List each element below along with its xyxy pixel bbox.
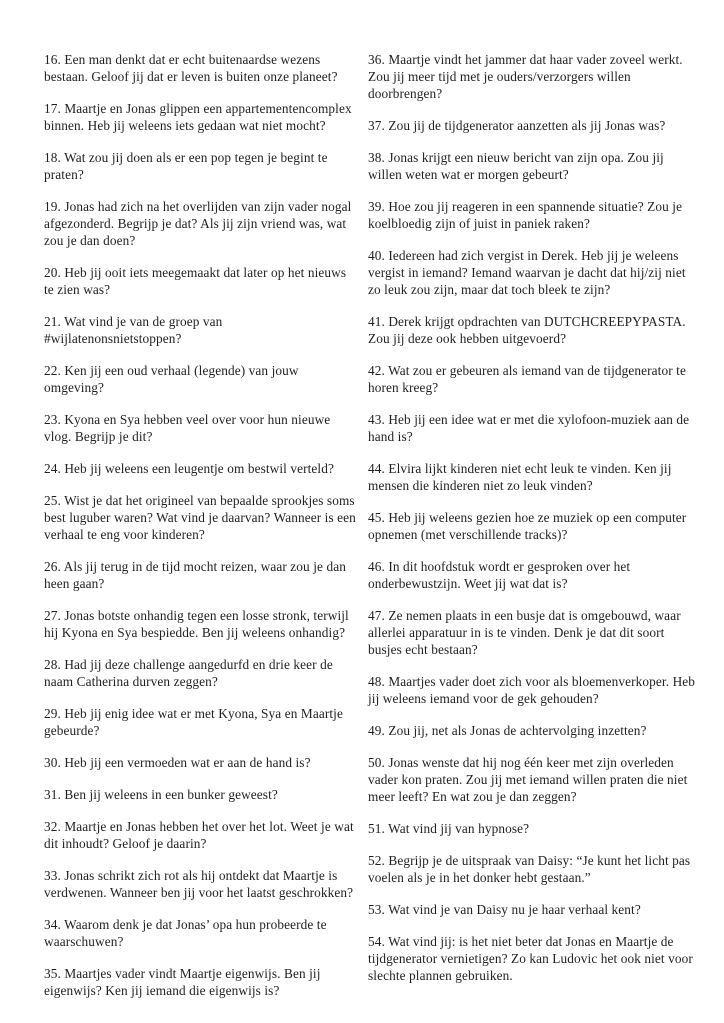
question-item: 21. Wat vind je van de groep van #wijlatenonsnietstoppen? (44, 314, 223, 346)
question-item: 37. Zou jij de tijdgenerator aanzetten als jij Jonas was? (368, 118, 666, 133)
question-item: 22. Ken jij een oud verhaal (legende) van jouw omgeving? (44, 363, 299, 395)
question-item: 50. Jonas wenste dat hij nog één keer met zijn overleden vader kon praten. Zou jij met iemand willen praten die niet meer leeft? En wat zou je dan zeggen? (368, 755, 688, 804)
question-item: 19. Jonas had zich na het overlijden van zijn vader nogal afgezonderd. Begrijp je dat? Als jij zijn vriend was, wat zou je dan doen? (44, 199, 352, 248)
question-item: 46. In dit hoofdstuk wordt er gesproken over het onderbewustzijn. Weet jij wat dat is? (368, 559, 631, 591)
question-item: 30. Heb jij een vermoeden wat er aan de hand is? (44, 755, 311, 770)
question-item: 28. Had jij deze challenge aangedurfd en drie keer de naam Catherina durven zeggen? (44, 657, 333, 689)
question-item: 54. Wat vind jij: is het niet beter dat Jonas en Maartje de tijdgenerator vernietigen? Zo kan Ludovic het ook niet voor slechte plannen gebruiken. (368, 934, 693, 983)
question-item: 27. Jonas botste onhandig tegen een losse stronk, terwijl hij Kyona en Sya bespiedde. Ben jij weleens onhandig? (44, 608, 349, 640)
question-item: 18. Wat zou jij doen als er een pop tegen je begint te praten? (44, 150, 328, 182)
question-item: 20. Heb jij ooit iets meegemaakt dat later op het nieuws te zien was? (44, 265, 347, 297)
question-item: 33. Jonas schrikt zich rot als hij ontdekt dat Maartje is verdwenen. Wanneer ben jij voor het laatst geschrokken? (44, 868, 354, 900)
question-item: 40. Iedereen had zich vergist in Derek. Heb jij je weleens vergist in iemand? Iemand waarvan je dacht dat hij/zij niet zo leuk zou zijn, maar dat toch bleek te zijn? (368, 248, 686, 297)
question-item: 29. Heb jij enig idee wat er met Kyona, Sya en Maartje gebeurde? (44, 706, 343, 738)
question-item: 52. Begrijp je de uitspraak van Daisy: “Je kunt het licht pas voelen als je in het donker hebt gestaan.” (368, 853, 691, 885)
question-item: 23. Kyona en Sya hebben veel over voor hun nieuwe vlog. Begrijp je dit? (44, 412, 331, 444)
question-item: 32. Maartje en Jonas hebben het over het lot. Weet je wat dit inhoudt? Geloof je daarin? (44, 819, 354, 851)
question-item: 35. Maartjes vader vindt Maartje eigenwijs. Ben jij eigenwijs? Ken jij iemand die eigenwijs is? (44, 966, 321, 998)
question-item: 26. Als jij terug in de tijd mocht reizen, waar zou je dan heen gaan? (44, 559, 346, 591)
question-item: 39. Hoe zou jij reageren in een spannende situatie? Zou je koelbloedig zijn of juist in paniek raken? (368, 199, 683, 231)
question-item: 47. Ze nemen plaats in een busje dat is omgebouwd, waar allerlei apparatuur in is te vinden. Denk je dat dit soort busjes echt bestaan? (368, 608, 681, 657)
question-item: 36. Maartje vindt het jammer dat haar vader zoveel werkt. Zou jij meer tijd met je ouders/verzorgers willen doorbrengen? (368, 52, 683, 101)
question-item: 49. Zou jij, net als Jonas de achtervolging inzetten? (368, 723, 647, 738)
question-item: 31. Ben jij weleens in een bunker geweest? (44, 787, 278, 802)
question-item: 16. Een man denkt dat er echt buitenaardse wezens bestaan. Geloof jij dat er leven is buiten onze planeet? (44, 52, 338, 84)
question-item: 34. Waarom denk je dat Jonas’ opa hun probeerde te waarschuwen? (44, 917, 327, 949)
question-item: 48. Maartjes vader doet zich voor als bloemenverkoper. Heb jij weleens iemand voor de gek gehouden? (368, 674, 696, 706)
question-item: 43. Heb jij een idee wat er met die xylofoon-muziek aan de hand is? (368, 412, 690, 444)
question-item: 24. Heb jij weleens een leugentje om bestwil verteld? (44, 461, 334, 476)
question-item: 41. Derek krijgt opdrachten van DUTCHCREEPYPASTA. Zou jij deze ook hebben uitgevoerd? (368, 314, 686, 346)
question-item: 45. Heb jij weleens gezien hoe ze muziek op een computer opnemen (met verschillende tracks)? (368, 510, 687, 542)
question-item: 17. Maartje en Jonas glippen een appartementencomplex binnen. Heb jij weleens iets gedaan wat niet mocht? (44, 101, 352, 133)
question-item: 42. Wat zou er gebeuren als iemand van de tijdgenerator te horen kreeg? (368, 363, 686, 395)
question-item: 38. Jonas krijgt een nieuw bericht van zijn opa. Zou jij willen weten wat er morgen gebeurt? (368, 150, 664, 182)
question-item: 25. Wist je dat het origineel van bepaalde sprookjes soms best luguber waren? Wat vind je daarvan? Wanneer is een verhaal te eng voor kinderen? (44, 493, 356, 542)
question-item: 44. Elvira lijkt kinderen niet echt leuk te vinden. Ken jij mensen die kinderen niet zo leuk vinden? (368, 461, 672, 493)
questions-column-right (368, 51, 698, 999)
question-item: 53. Wat vind je van Daisy nu je haar verhaal kent? (368, 902, 641, 917)
questions-column-left (44, 51, 356, 1014)
question-item: 51. Wat vind jij van hypnose? (368, 821, 530, 836)
